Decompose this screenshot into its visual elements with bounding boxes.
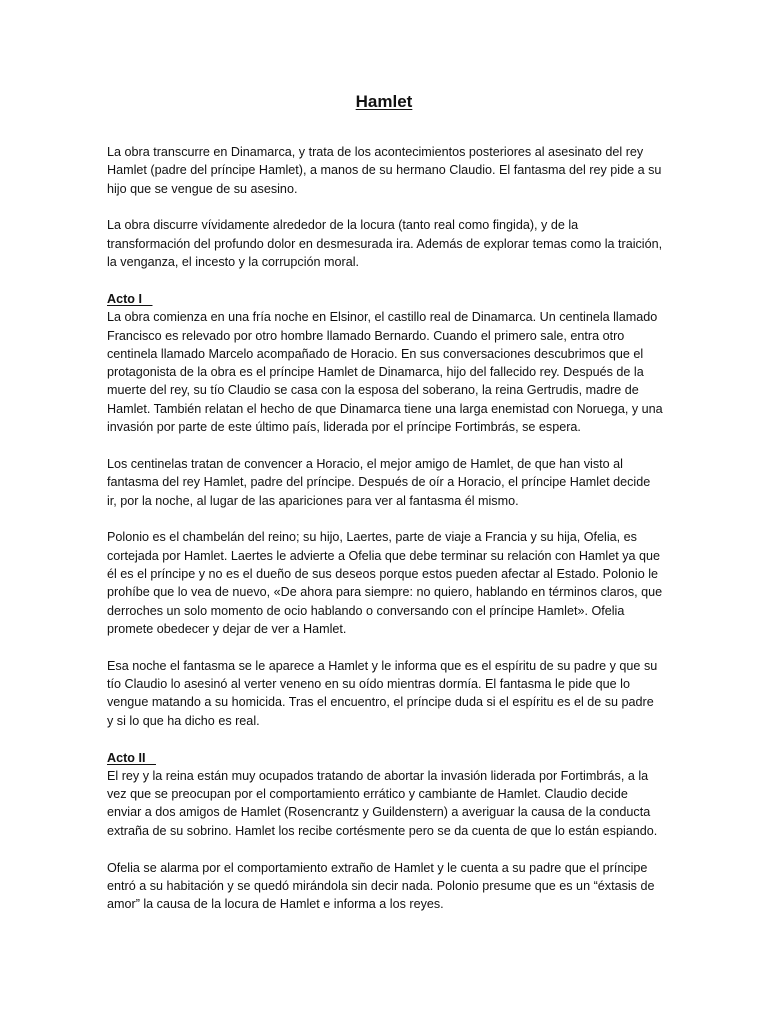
- document-title: Hamlet: [355, 92, 413, 111]
- acto-1-paragraph-1: La obra comienza en una fría noche en Elsinor, el castillo real de Dinamarca. Un centinela llamado Francisco es relevado por otro hombre llamado Bernardo. Cuando el primero sale, entra otro centinela llamado Marcelo acompañado de Horacio. En sus conversaciones descubrimos que el protagonista de la obra es el príncipe Hamlet de Dinamarca, hijo del fallecido rey. Después de la muerte del rey, su tío Claudio se casa con la esposa del soberano, la reina Gertrudis, madre de Hamlet. También relatan el hecho de que Dinamarca tiene una larga enemistad con Noruega, y una invasión por parte de este último país, liderada por el príncipe Fortimbrás, se espera.: [107, 310, 663, 435]
- acto-2-paragraph-1: El rey y la reina están muy ocupados tratando de abortar la invasión liderada por Fortimbrás, a la vez que se preocupan por el comportamiento errático y cambiante de Hamlet. Claudio decide enviar a dos amigos de Hamlet (Rosencrantz y Guildenstern) a averiguar la causa de la conducta extraña de su sobrino. Hamlet los recibe cortésmente pero se da cuenta de que lo están espiando.: [107, 768, 658, 838]
- acto-1-paragraph-2: Los centinelas tratan de convencer a Horacio, el mejor amigo de Hamlet, de que han visto al fantasma del rey Hamlet, padre del príncipe. Después de oír a Horacio, el príncipe Hamlet decide ir, por la noche, al lugar de las apariciones para ver al fantasma él mismo.: [107, 456, 651, 508]
- section-heading-acto-2: Acto II: [107, 750, 156, 765]
- document-body: [107, 143, 663, 932]
- section-heading-acto-1: Acto I: [107, 291, 153, 306]
- intro-paragraph-2: La obra discurre vívidamente alrededor de la locura (tanto real como fingida), y de la transformación del profundo dolor en desmesurada ira. Además de explorar temas como la traición, la venganza, el incesto y la corrupción moral.: [107, 218, 663, 270]
- acto-1-paragraph-3: Polonio es el chambelán del reino; su hijo, Laertes, parte de viaje a Francia y su hija, Ofelia, es cortejada por Hamlet. Laertes le advierte a Ofelia que debe terminar su relación con Hamlet ya que él es el príncipe y no es el dueño de sus deseos porque estos pueden afectar al Estado. Polonio le prohíbe que lo vea de nuevo, «De ahora para siempre: no quiero, hablando en términos claros, que derroches un solo momento de ocio hablando o conversando con el príncipe Hamlet». Ofelia promete obedecer y dejar de ver a Hamlet.: [107, 530, 663, 636]
- intro-paragraph-1: La obra transcurre en Dinamarca, y trata de los acontecimientos posteriores al asesinato del rey Hamlet (padre del príncipe Hamlet), a manos de su hermano Claudio. El fantasma del rey pide a su hijo que se vengue de su asesino.: [107, 145, 662, 196]
- acto-2-paragraph-2: Ofelia se alarma por el comportamiento extraño de Hamlet y le cuenta a su padre que el príncipe entró a su habitación y se quedó mirándola sin decir nada. Polonio presume que es un “éxtasis de amor” la causa de la locura de Hamlet e informa a los reyes.: [107, 860, 655, 912]
- acto-1-paragraph-4: Esa noche el fantasma se le aparece a Hamlet y le informa que es el espíritu de su padre y que su tío Claudio lo asesinó al verter veneno en su oído mientras dormía. El fantasma le pide que lo vengue matando a su homicida. Tras el encuentro, el príncipe duda si el espíritu es el de su padre y si lo que ha dicho es real.: [107, 658, 658, 728]
